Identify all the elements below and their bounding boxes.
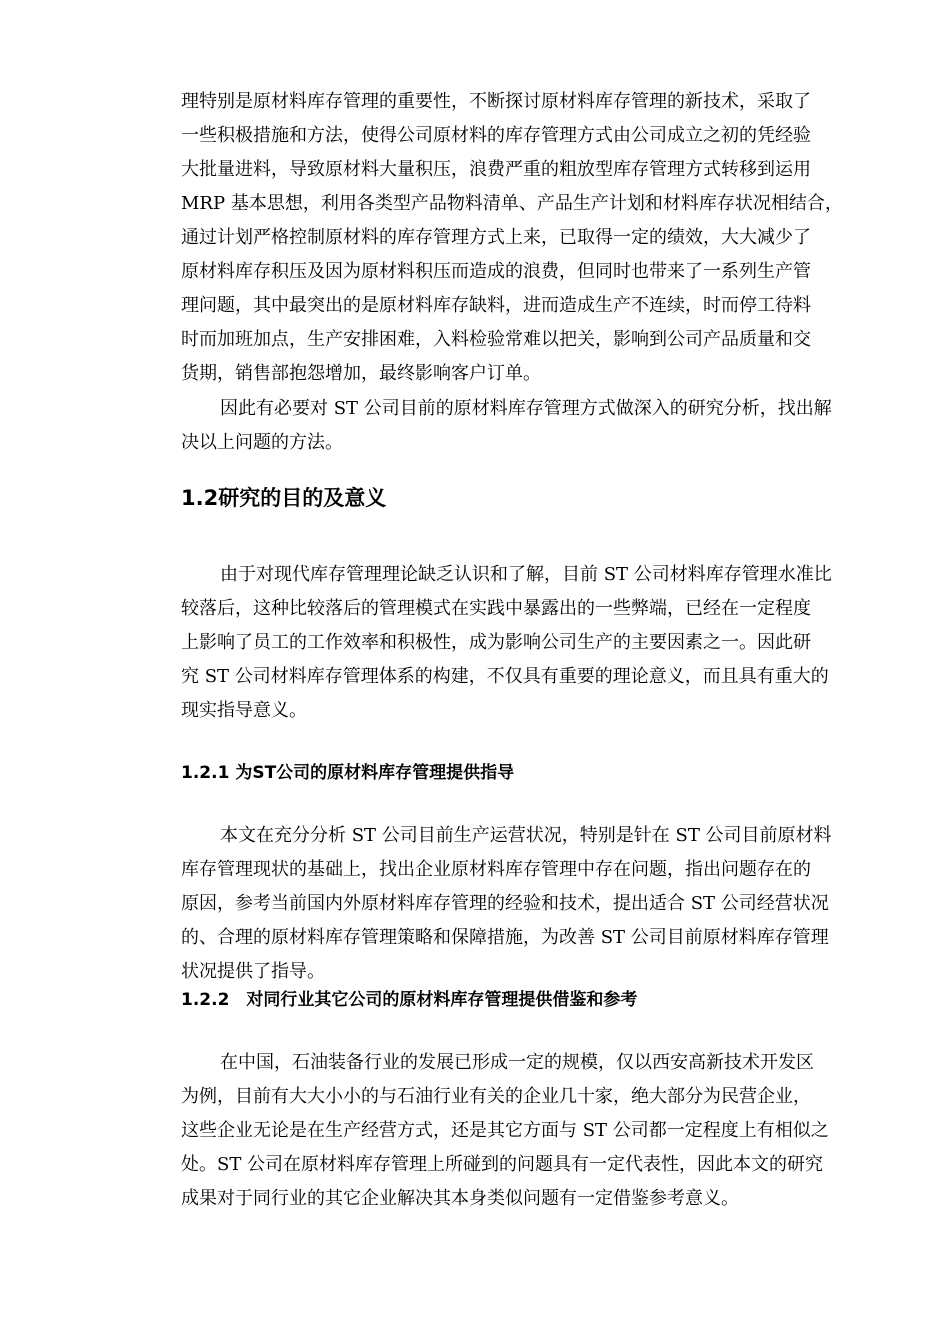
paragraph-line: 本文在充分分析 ST 公司目前生产运营状况，特别是针在 ST 公司目前原材料 [220,825,832,846]
paragraph-line: 较落后，这种比较落后的管理模式在实践中暴露出的一些弊端，已经在一定程度 [181,598,811,619]
paragraph-line: 的、合理的原材料库存管理策略和保障措施，为改善 ST 公司目前原材料库存管理 [181,927,829,948]
paragraph-line: 货期，销售部抱怨增加，最终影响客户订单。 [181,363,541,384]
paragraph-line: 大批量进料，导致原材料大量积压，浪费严重的粗放型库存管理方式转移到运用 [181,159,811,180]
paragraph-line: 时而加班加点，生产安排困难，入料检验常难以把关，影响到公司产品质量和交 [181,329,811,350]
paragraph-line: 由于对现代库存管理理论缺乏认识和了解，目前 ST 公司材料库存管理水准比 [220,564,832,585]
paragraph-line: 因此有必要对 ST 公司目前的原材料库存管理方式做深入的研究分析，找出解 [220,398,832,419]
section-heading: 1.2研究的目的及意义 [181,486,387,510]
paragraph-line: 原材料库存积压及因为原材料积压而造成的浪费，但同时也带来了一系列生产管 [181,261,811,282]
subsection-heading: 1.2.1 为ST公司的原材料库存管理提供指导 [181,763,515,783]
paragraph-line: MRP 基本思想，利用各类型产品物料清单、产品生产计划和材料库存状况相结合， [181,193,843,214]
paragraph-line: 决以上问题的方法。 [181,432,343,453]
paragraph-line: 这些企业无论是在生产经营方式，还是其它方面与 ST 公司都一定程度上有相似之 [181,1120,829,1141]
paragraph-line: 成果对于同行业的其它企业解决其本身类似问题有一定借鉴参考意义。 [181,1188,739,1209]
subsection-heading: 1.2.2 对同行业其它公司的原材料库存管理提供借鉴和参考 [181,990,638,1010]
paragraph-line: 在中国，石油装备行业的发展已形成一定的规模，仅以西安高新技术开发区 [220,1052,814,1073]
paragraph-line: 一些积极措施和方法，使得公司原材料的库存管理方式由公司成立之初的凭经验 [181,125,811,146]
paragraph-line: 状况提供了指导。 [181,961,325,982]
paragraph-line: 理特别是原材料库存管理的重要性，不断探讨原材料库存管理的新技术，采取了 [181,91,811,112]
paragraph-line: 原因，参考当前国内外原材料库存管理的经验和技术，提出适合 ST 公司经营状况 [181,893,829,914]
paragraph-line: 究 ST 公司材料库存管理体系的构建，不仅具有重要的理论意义，而且具有重大的 [181,666,829,687]
paragraph-line: 理问题，其中最突出的是原材料库存缺料，进而造成生产不连续，时而停工待料 [181,295,811,316]
paragraph-line: 库存管理现状的基础上，找出企业原材料库存管理中存在问题，指出问题存在的 [181,859,811,880]
paragraph-line: 上影响了员工的工作效率和积极性，成为影响公司生产的主要因素之一。因此研 [181,632,811,653]
paragraph-line: 现实指导意义。 [181,700,307,721]
paragraph-line: 为例，目前有大大小小的与石油行业有关的企业几十家，绝大部分为民营企业， [181,1086,811,1107]
paragraph-line: 通过计划严格控制原材料的库存管理方式上来，已取得一定的绩效，大大减少了 [181,227,811,248]
paragraph-line: 处。ST 公司在原材料库存管理上所碰到的问题具有一定代表性，因此本文的研究 [181,1154,824,1175]
